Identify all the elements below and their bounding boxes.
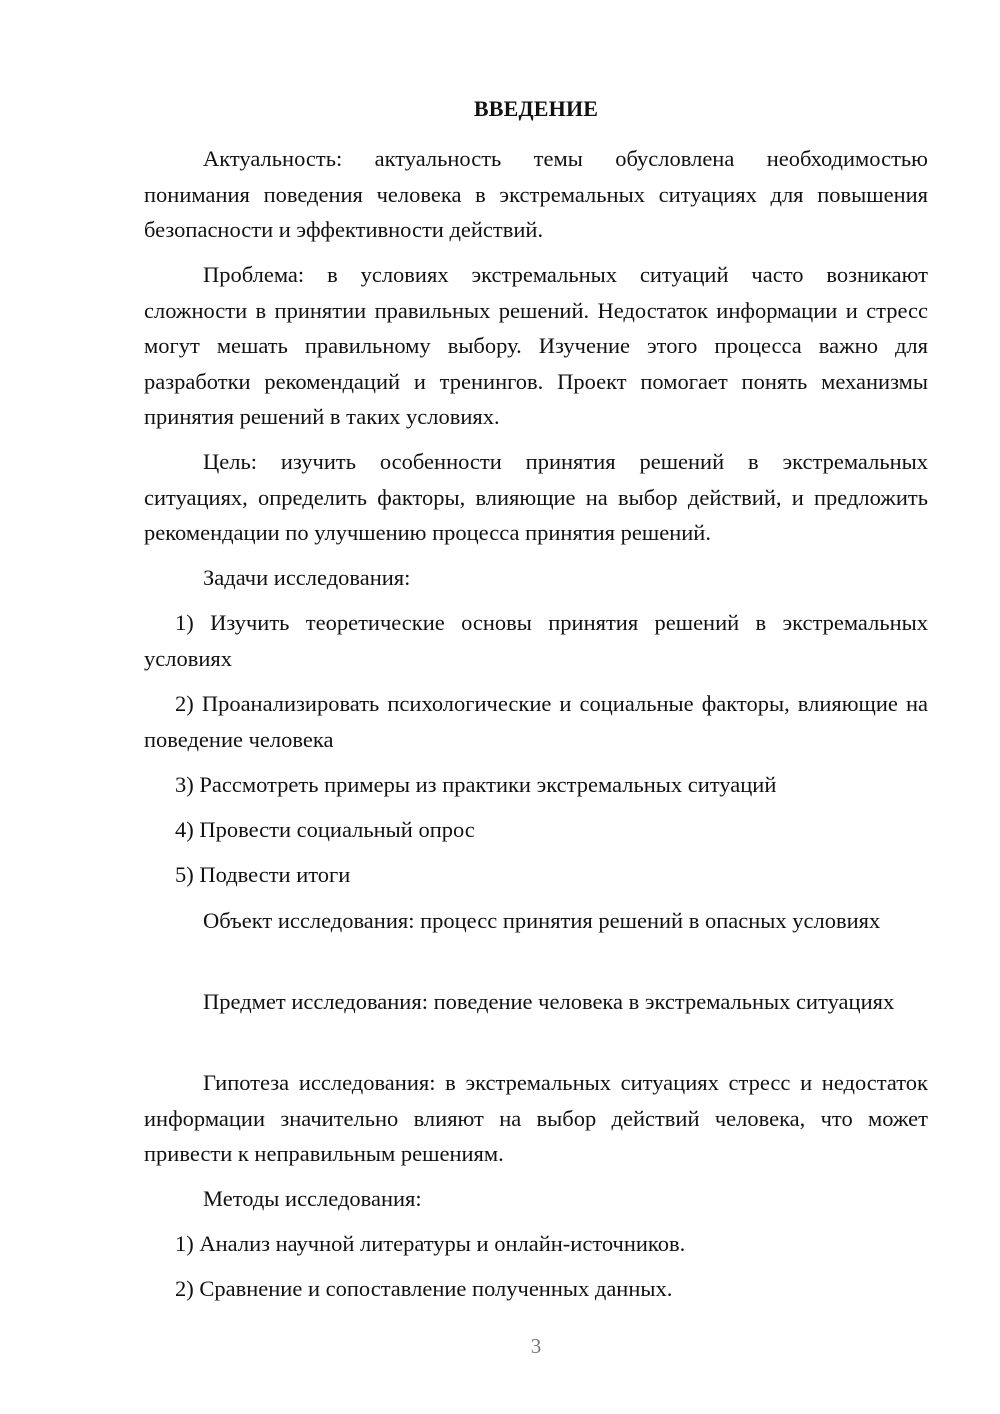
list-item-method-1: 1) Анализ научной литературы и онлайн-источников. [175, 1231, 686, 1256]
paragraph-tasks-heading: Задачи исследования: [203, 565, 411, 590]
page-number: 3 [530, 1334, 542, 1358]
paragraph-subject: Предмет исследования: поведение человека в экстремальных ситуациях [203, 989, 895, 1014]
paragraph-problem: Проблема: в условиях экстремальных ситуаций часто возникают сложности в принятии правильных решений. Недостаток информации и стресс могут мешать правильному выбору. Изучение этого процесса важно для разработки рекомендаций и тренингов. Проект помогает понять механизмы принятия решений в таких условиях. [144, 262, 928, 429]
paragraph-hypothesis: Гипотеза исследования: в экстремальных ситуациях стресс и недостаток информации значительно влияют на выбор действий человека, что может привести к неправильным решениям. [144, 1070, 928, 1166]
list-item-method-2: 2) Сравнение и сопоставление полученных данных. [175, 1276, 673, 1301]
paragraph-methods-heading: Методы исследования: [203, 1186, 422, 1211]
list-item-task-5: 5) Подвести итоги [175, 862, 351, 887]
section-title: ВВЕДЕНИЕ [473, 96, 599, 121]
list-item-task-2: 2) Проанализировать психологические и социальные факторы, влияющие на поведение человека [144, 691, 928, 752]
list-item-task-1: 1) Изучить теоретические основы принятия решений в экстремальных условиях [144, 610, 928, 671]
list-item-task-4: 4) Провести социальный опрос [175, 817, 475, 842]
list-item-task-3: 3) Рассмотреть примеры из практики экстремальных ситуаций [175, 772, 777, 797]
paragraph-relevance: Актуальность: актуальность темы обусловлена необходимостью понимания поведения человека в экстремальных ситуациях для повышения безопасности и эффективности действий. [144, 146, 928, 242]
paragraph-object: Объект исследования: процесс принятия решений в опасных условиях [203, 908, 881, 933]
paragraph-goal: Цель: изучить особенности принятия решений в экстремальных ситуациях, определить факторы, влияющие на выбор действий, и предложить рекомендации по улучшению процесса принятия решений. [144, 449, 928, 545]
